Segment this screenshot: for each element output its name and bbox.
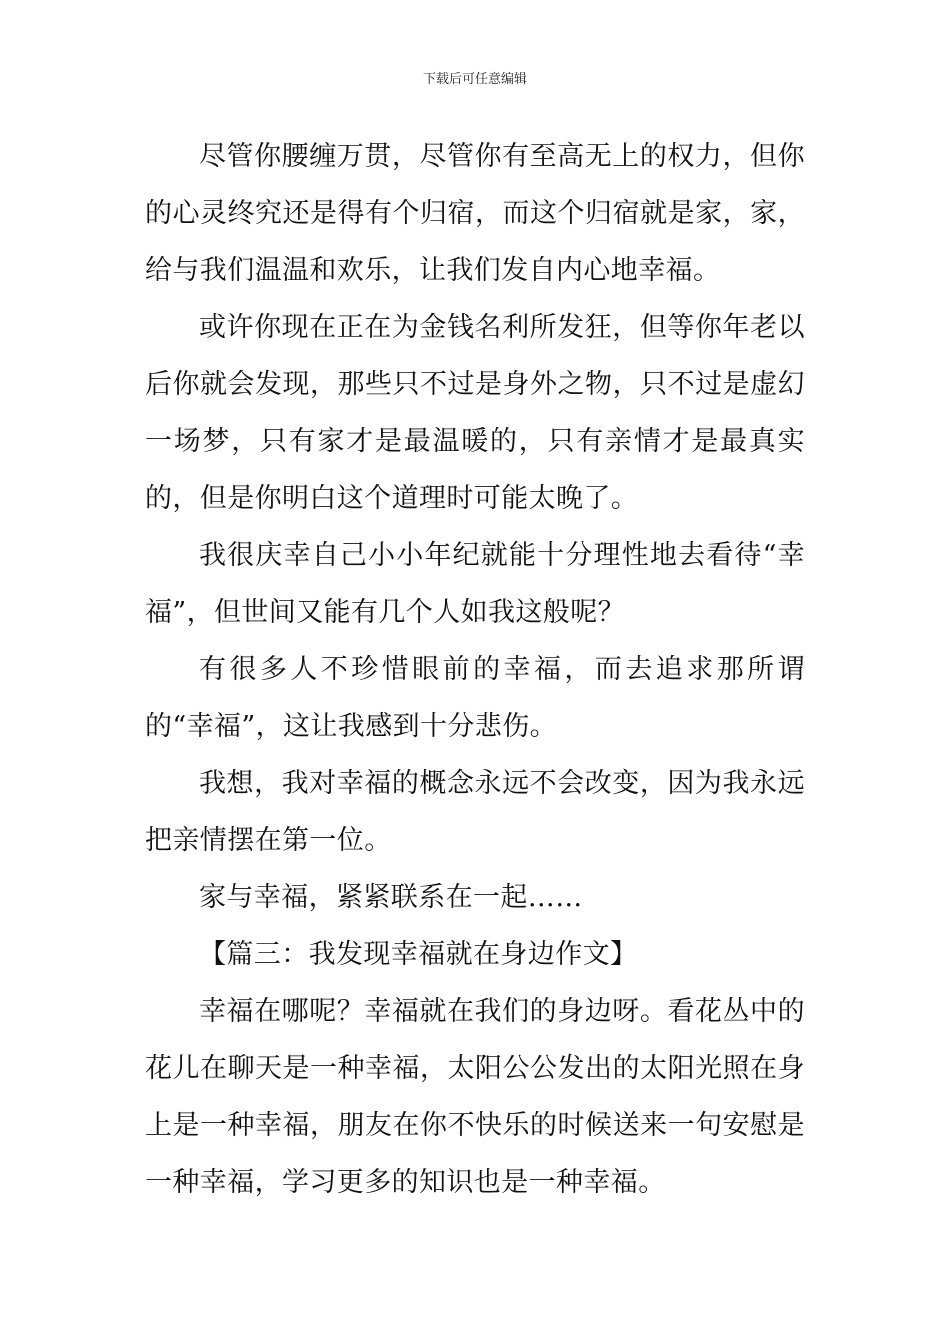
paragraph: 家与幸福，紧紧联系在一起…… — [199, 882, 583, 913]
paragraph: 有很多人不珍惜眼前的幸福，而去追求那所谓的“幸福”，这让我感到十分悲伤。 — [145, 654, 805, 742]
paragraph: 尽管你腰缠万贯，尽管你有至高无上的权力，但你的心灵终究还是得有个归宿，而这个归宿就是家，家，给与我们温温和欢乐，让我们发自内心地幸福。 — [145, 141, 805, 286]
paragraph: 幸福在哪呢？幸福就在我们的身边呀。看花丛中的花儿在聊天是一种幸福，太阳公公发出的太阳光照在身上是一种幸福，朋友在你不快乐的时候送来一句安慰是一种幸福，学习更多的知识也是一种幸福。 — [145, 996, 805, 1198]
paragraph: 我很庆幸自己小小年纪就能十分理性地去看待“幸福”，但世间又能有几个人如我这般呢？ — [145, 540, 805, 628]
section-heading: 【篇三：我发现幸福就在身边作文】 — [199, 939, 638, 970]
paragraph: 或许你现在正在为金钱名利所发狂，但等你年老以后你就会发现，那些只不过是身外之物，只不过是虚幻一场梦，只有家才是最温暖的，只有亲情才是最真实的，但是你明白这个道理时可能太晚了。 — [145, 312, 805, 514]
page-header: 下载后可任意编辑 — [422, 72, 527, 87]
document-body — [145, 128, 805, 1211]
paragraph: 我想，我对幸福的概念永远不会改变，因为我永远把亲情摆在第一位。 — [145, 768, 805, 856]
